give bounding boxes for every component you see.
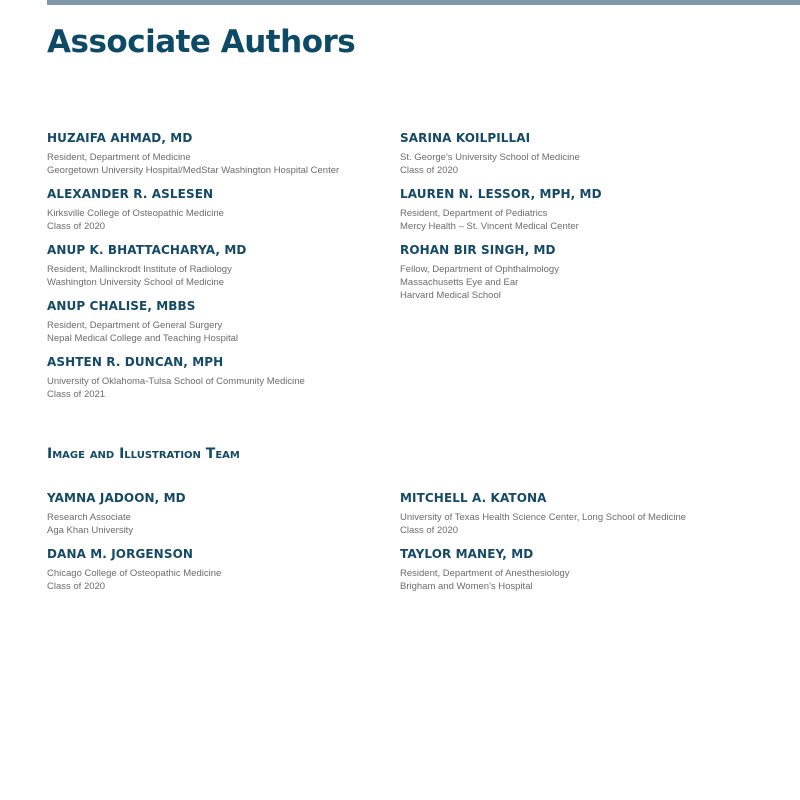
image-team-right-column [400, 491, 745, 603]
author-name: HUZAIFA AHMAD, MD [47, 131, 193, 145]
member-name: MITCHELL A. KATONA [400, 491, 547, 505]
author-affiliation: Resident, Department of Pediatrics [400, 208, 548, 219]
author-affiliation: Washington University School of Medicine [47, 277, 225, 288]
author-entry [47, 355, 392, 401]
author-affiliation: Resident, Department of Medicine [47, 152, 191, 163]
member-name: TAYLOR MANEY, MD [400, 547, 534, 561]
member-affiliation: Class of 2020 [47, 581, 106, 592]
member-affiliation: Aga Khan University [47, 525, 134, 536]
author-entry [47, 299, 392, 345]
author-entry [400, 131, 745, 177]
associate-authors-right-column [400, 131, 745, 312]
member-affiliation: Chicago College of Osteopathic Medicine [47, 568, 222, 579]
author-affiliation: St. George's University School of Medicine [400, 152, 580, 163]
member-affiliation: University of Texas Health Science Center, Long School of Medicine [400, 512, 687, 523]
section-heading-image-team: Image and Illustration Team [47, 446, 240, 462]
author-entry [400, 243, 745, 302]
author-affiliation: Class of 2021 [47, 389, 106, 400]
author-affiliation: Fellow, Department of Ophthalmology [400, 264, 559, 275]
author-affiliation: Class of 2020 [47, 221, 106, 232]
author-entry [400, 187, 745, 233]
author-entry [47, 187, 392, 233]
author-affiliation: Georgetown University Hospital/MedStar Washington Hospital Center [47, 165, 340, 176]
author-affiliation: Massachusetts Eye and Ear [400, 277, 519, 288]
author-affiliation: Resident, Department of General Surgery [47, 320, 223, 331]
team-member-entry [47, 491, 392, 537]
author-entry [47, 243, 392, 289]
associate-authors-left-column [47, 131, 392, 411]
author-affiliation: Resident, Mallinckrodt Institute of Radiology [47, 264, 232, 275]
member-name: DANA M. JORGENSON [47, 547, 194, 561]
page-title: Associate Authors [47, 24, 356, 60]
author-name: ASHTEN R. DUNCAN, MPH [47, 355, 224, 369]
author-name: ALEXANDER R. ASLESEN [47, 187, 214, 201]
author-affiliation: Mercy Health – St. Vincent Medical Center [400, 221, 579, 232]
team-member-entry [47, 547, 392, 593]
author-affiliation: University of Oklahoma-Tulsa School of Community Medicine [47, 376, 305, 387]
member-affiliation: Research Associate [47, 512, 131, 523]
team-member-entry [400, 491, 745, 537]
member-affiliation: Brigham and Women's Hospital [400, 581, 533, 592]
author-name: ANUP CHALISE, MBBS [47, 299, 196, 313]
top-rule [47, 0, 800, 5]
author-name: SARINA KOILPILLAI [400, 131, 531, 145]
team-member-entry [400, 547, 745, 593]
author-entry [47, 131, 392, 177]
author-name: ROHAN BIR SINGH, MD [400, 243, 556, 257]
author-affiliation: Harvard Medical School [400, 290, 501, 301]
member-affiliation: Class of 2020 [400, 525, 459, 536]
author-affiliation: Class of 2020 [400, 165, 459, 176]
author-name: ANUP K. BHATTACHARYA, MD [47, 243, 247, 257]
member-name: YAMNA JADOON, MD [47, 491, 186, 505]
image-team-left-column [47, 491, 392, 603]
author-affiliation: Kirksville College of Osteopathic Medicine [47, 208, 224, 219]
author-name: LAUREN N. LESSOR, MPH, MD [400, 187, 602, 201]
member-affiliation: Resident, Department of Anesthesiology [400, 568, 570, 579]
author-affiliation: Nepal Medical College and Teaching Hospital [47, 333, 238, 344]
